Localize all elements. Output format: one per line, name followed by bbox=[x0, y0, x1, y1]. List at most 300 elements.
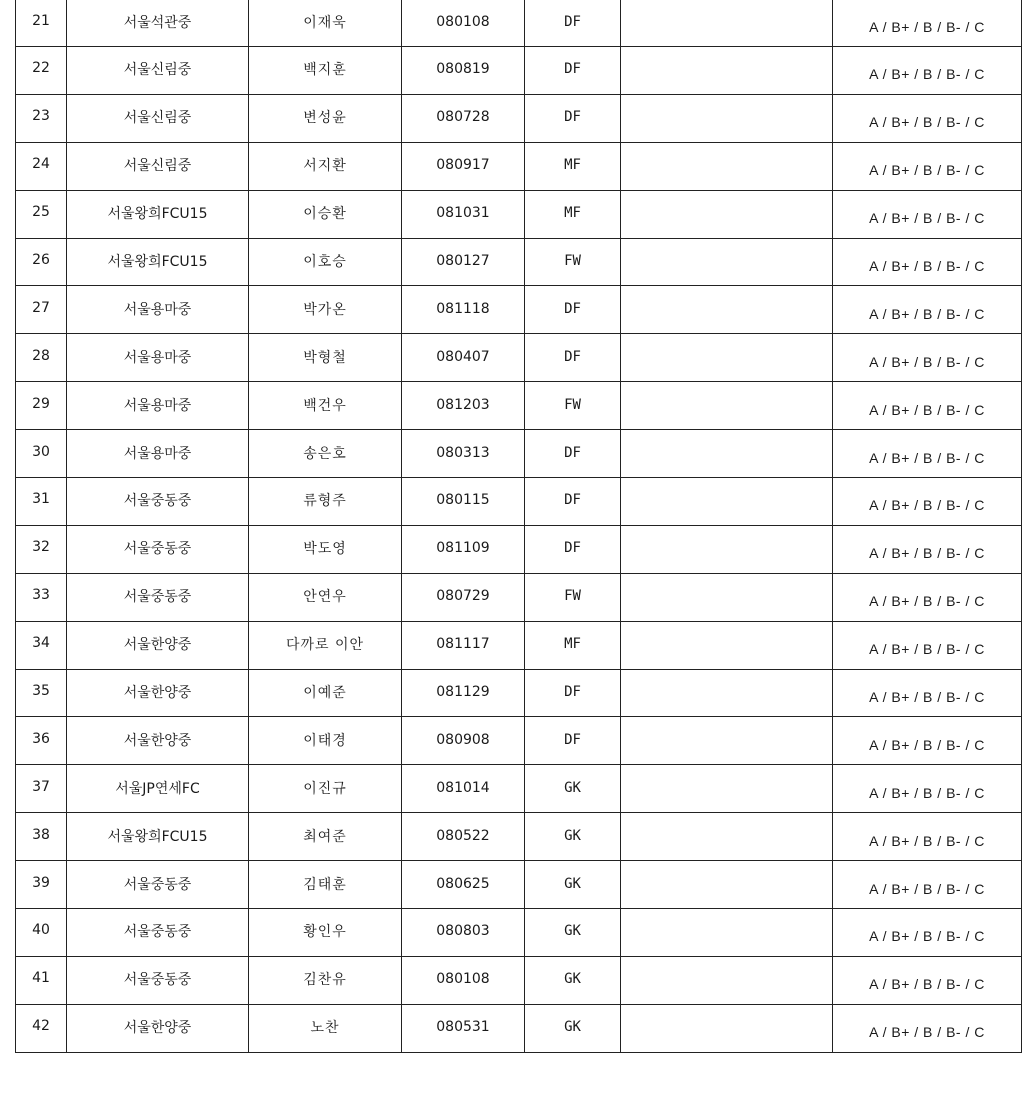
birthdate: 080531 bbox=[436, 1019, 490, 1036]
birthdate-cell bbox=[402, 621, 525, 669]
team-name: 서울용마중 bbox=[123, 445, 192, 462]
row-number: 42 bbox=[32, 1018, 50, 1035]
position: FW bbox=[564, 253, 581, 269]
note-cell bbox=[621, 621, 833, 669]
birthdate-cell bbox=[402, 334, 525, 382]
position-cell bbox=[525, 573, 621, 621]
row-number-cell bbox=[16, 47, 67, 95]
position-cell bbox=[525, 0, 621, 47]
position-cell bbox=[525, 382, 621, 430]
player-name-cell bbox=[249, 334, 402, 382]
team-name: 서울한양중 bbox=[123, 685, 192, 702]
grade-options-cell bbox=[833, 94, 1022, 142]
birthdate-cell bbox=[402, 717, 525, 765]
grade-options-cell bbox=[833, 1004, 1022, 1052]
note-cell bbox=[621, 1004, 833, 1052]
player-name-cell bbox=[249, 142, 402, 190]
grade-options: A / B+ / B / B- / C bbox=[869, 497, 985, 514]
birthdate-cell bbox=[402, 669, 525, 717]
team-cell bbox=[67, 94, 249, 142]
note-cell bbox=[621, 525, 833, 573]
player-name: 류형주 bbox=[303, 493, 347, 510]
birthdate-cell bbox=[402, 861, 525, 909]
note-cell bbox=[621, 861, 833, 909]
position: MF bbox=[564, 157, 581, 174]
row-number-cell bbox=[16, 765, 67, 813]
birthdate-cell bbox=[402, 573, 525, 621]
player-name-cell bbox=[249, 0, 402, 47]
team-name: 서울JP연세FC bbox=[115, 780, 200, 797]
row-number: 32 bbox=[32, 539, 50, 556]
table-row bbox=[16, 813, 1022, 861]
birthdate: 081118 bbox=[436, 300, 490, 317]
row-number-cell bbox=[16, 238, 67, 286]
team-cell bbox=[67, 142, 249, 190]
row-number: 30 bbox=[32, 443, 50, 460]
birthdate: 080313 bbox=[436, 444, 490, 461]
team-name: 서울한양중 bbox=[123, 637, 192, 654]
table-row bbox=[16, 430, 1022, 478]
table-row bbox=[16, 238, 1022, 286]
player-name: 송은호 bbox=[303, 445, 347, 462]
player-name-cell bbox=[249, 765, 402, 813]
table-row bbox=[16, 765, 1022, 813]
team-cell bbox=[67, 334, 249, 382]
player-name: 다까로 이안 bbox=[285, 637, 365, 654]
team-cell bbox=[67, 909, 249, 957]
row-number-cell bbox=[16, 909, 67, 957]
team-cell bbox=[67, 47, 249, 95]
table-row bbox=[16, 717, 1022, 765]
row-number-cell bbox=[16, 717, 67, 765]
team-cell bbox=[67, 525, 249, 573]
birthdate-cell bbox=[402, 238, 525, 286]
grade-options-cell bbox=[833, 956, 1022, 1004]
birthdate: 081014 bbox=[436, 779, 490, 796]
birthdate-cell bbox=[402, 0, 525, 47]
row-number: 25 bbox=[32, 204, 50, 221]
grade-options-cell bbox=[833, 669, 1022, 717]
position-cell bbox=[525, 621, 621, 669]
note-cell bbox=[621, 717, 833, 765]
grade-options: A / B+ / B / B- / C bbox=[869, 880, 985, 897]
grade-options-cell bbox=[833, 0, 1022, 47]
table-row bbox=[16, 621, 1022, 669]
grade-options-cell bbox=[833, 525, 1022, 573]
note-cell bbox=[621, 669, 833, 717]
grade-options: A / B+ / B / B- / C bbox=[869, 162, 985, 179]
row-number-cell bbox=[16, 286, 67, 334]
position-cell bbox=[525, 478, 621, 526]
position-cell bbox=[525, 286, 621, 334]
birthdate: 080108 bbox=[436, 14, 490, 30]
team-cell bbox=[67, 669, 249, 717]
player-name-cell bbox=[249, 190, 402, 238]
player-name: 백지훈 bbox=[303, 62, 347, 79]
row-number-cell bbox=[16, 190, 67, 238]
team-name: 서울신림중 bbox=[123, 158, 192, 175]
position: DF bbox=[564, 444, 581, 461]
birthdate-cell bbox=[402, 286, 525, 334]
team-name: 서울용마중 bbox=[123, 301, 192, 318]
note-cell bbox=[621, 909, 833, 957]
position: FW bbox=[564, 588, 581, 605]
team-cell bbox=[67, 478, 249, 526]
row-number: 31 bbox=[32, 491, 50, 508]
team-name: 서울중동중 bbox=[123, 493, 192, 510]
team-name: 서울석관중 bbox=[123, 15, 192, 31]
grade-options-cell bbox=[833, 813, 1022, 861]
note-cell bbox=[621, 573, 833, 621]
birthdate: 080108 bbox=[436, 971, 490, 988]
position-cell bbox=[525, 861, 621, 909]
position: GK bbox=[564, 923, 581, 940]
team-name: 서울중동중 bbox=[123, 541, 192, 558]
position: MF bbox=[564, 205, 581, 222]
row-number-cell bbox=[16, 94, 67, 142]
team-name: 서울중동중 bbox=[123, 589, 192, 606]
team-name: 서울신림중 bbox=[123, 110, 192, 127]
grade-options: A / B+ / B / B- / C bbox=[869, 545, 985, 562]
row-number: 39 bbox=[32, 874, 50, 891]
row-number: 24 bbox=[32, 156, 50, 173]
player-name: 이승환 bbox=[303, 206, 347, 223]
row-number-cell bbox=[16, 621, 67, 669]
player-name-cell bbox=[249, 238, 402, 286]
note-cell bbox=[621, 956, 833, 1004]
player-name: 이예준 bbox=[303, 685, 347, 702]
table-row bbox=[16, 47, 1022, 95]
grade-options: A / B+ / B / B- / C bbox=[869, 1024, 985, 1041]
table-row bbox=[16, 478, 1022, 526]
position: GK bbox=[564, 827, 581, 844]
row-number: 28 bbox=[32, 347, 50, 364]
player-name-cell bbox=[249, 430, 402, 478]
birthdate: 080908 bbox=[436, 731, 490, 748]
player-evaluation-table bbox=[15, 0, 1022, 1053]
grade-options: A / B+ / B / B- / C bbox=[869, 928, 985, 945]
birthdate-cell bbox=[402, 909, 525, 957]
row-number: 26 bbox=[32, 252, 50, 268]
birthdate-cell bbox=[402, 94, 525, 142]
position-cell bbox=[525, 430, 621, 478]
team-cell bbox=[67, 238, 249, 286]
note-cell bbox=[621, 334, 833, 382]
row-number-cell bbox=[16, 525, 67, 573]
position-cell bbox=[525, 525, 621, 573]
birthdate-cell bbox=[402, 956, 525, 1004]
grade-options-cell bbox=[833, 286, 1022, 334]
team-cell bbox=[67, 286, 249, 334]
team-name: 서울중동중 bbox=[123, 972, 192, 989]
birthdate: 081117 bbox=[436, 636, 490, 653]
position: DF bbox=[564, 300, 581, 317]
grade-options: A / B+ / B / B- / C bbox=[869, 19, 985, 35]
birthdate: 080115 bbox=[436, 492, 490, 509]
position: MF bbox=[564, 636, 581, 653]
position: FW bbox=[564, 396, 581, 413]
team-cell bbox=[67, 717, 249, 765]
player-name: 황인우 bbox=[303, 924, 347, 941]
grade-options: A / B+ / B / B- / C bbox=[869, 353, 985, 370]
row-number-cell bbox=[16, 861, 67, 909]
player-name-cell bbox=[249, 861, 402, 909]
position: GK bbox=[564, 779, 581, 796]
row-number: 35 bbox=[32, 683, 50, 700]
note-cell bbox=[621, 142, 833, 190]
player-name-cell bbox=[249, 669, 402, 717]
row-number: 34 bbox=[32, 635, 50, 652]
position-cell bbox=[525, 765, 621, 813]
table-row bbox=[16, 909, 1022, 957]
birthdate-cell bbox=[402, 525, 525, 573]
row-number-cell bbox=[16, 956, 67, 1004]
birthdate: 081203 bbox=[436, 396, 490, 413]
birthdate: 080819 bbox=[436, 61, 490, 78]
grade-options-cell bbox=[833, 190, 1022, 238]
player-name: 최여준 bbox=[303, 828, 347, 845]
team-cell bbox=[67, 813, 249, 861]
row-number-cell bbox=[16, 0, 67, 47]
player-name-cell bbox=[249, 717, 402, 765]
row-number: 27 bbox=[32, 299, 50, 316]
table-row bbox=[16, 1004, 1022, 1052]
player-name: 이진규 bbox=[303, 780, 347, 797]
position: DF bbox=[564, 348, 581, 365]
player-name: 박도영 bbox=[303, 541, 347, 558]
birthdate-cell bbox=[402, 382, 525, 430]
grade-options-cell bbox=[833, 430, 1022, 478]
team-cell bbox=[67, 190, 249, 238]
grade-options: A / B+ / B / B- / C bbox=[869, 736, 985, 753]
birthdate: 080728 bbox=[436, 109, 490, 126]
birthdate: 080625 bbox=[436, 875, 490, 892]
position-cell bbox=[525, 334, 621, 382]
position: DF bbox=[564, 684, 581, 701]
team-name: 서울용마중 bbox=[123, 397, 192, 414]
grade-options-cell bbox=[833, 765, 1022, 813]
player-name-cell bbox=[249, 525, 402, 573]
grade-options: A / B+ / B / B- / C bbox=[869, 114, 985, 131]
player-name-cell bbox=[249, 621, 402, 669]
team-name: 서울중동중 bbox=[123, 876, 192, 893]
note-cell bbox=[621, 765, 833, 813]
grade-options: A / B+ / B / B- / C bbox=[869, 593, 985, 610]
birthdate-cell bbox=[402, 1004, 525, 1052]
player-name: 노찬 bbox=[310, 1020, 340, 1037]
table-row bbox=[16, 286, 1022, 334]
grade-options: A / B+ / B / B- / C bbox=[869, 976, 985, 993]
grade-options-cell bbox=[833, 238, 1022, 286]
row-number: 22 bbox=[32, 60, 50, 77]
row-number-cell bbox=[16, 382, 67, 430]
row-number-cell bbox=[16, 478, 67, 526]
player-name: 이호승 bbox=[303, 254, 347, 270]
birthdate-cell bbox=[402, 813, 525, 861]
player-name: 변성윤 bbox=[303, 110, 347, 127]
team-cell bbox=[67, 861, 249, 909]
position-cell bbox=[525, 909, 621, 957]
grade-options-cell bbox=[833, 621, 1022, 669]
row-number: 40 bbox=[32, 922, 50, 939]
grade-options-cell bbox=[833, 573, 1022, 621]
player-name: 이태경 bbox=[303, 732, 347, 749]
team-cell bbox=[67, 382, 249, 430]
player-name-cell bbox=[249, 94, 402, 142]
birthdate: 080803 bbox=[436, 923, 490, 940]
position-cell bbox=[525, 1004, 621, 1052]
team-name: 서울한양중 bbox=[123, 1020, 192, 1037]
row-number: 38 bbox=[32, 826, 50, 843]
player-name: 서지환 bbox=[303, 158, 347, 175]
team-cell bbox=[67, 573, 249, 621]
table-row bbox=[16, 861, 1022, 909]
team-name: 서울왕희FCU15 bbox=[107, 828, 208, 845]
player-name-cell bbox=[249, 573, 402, 621]
player-name: 이재욱 bbox=[303, 15, 347, 31]
table-row bbox=[16, 0, 1022, 47]
position: GK bbox=[564, 971, 581, 988]
player-name-cell bbox=[249, 1004, 402, 1052]
grade-options: A / B+ / B / B- / C bbox=[869, 449, 985, 466]
grade-options: A / B+ / B / B- / C bbox=[869, 258, 985, 274]
team-cell bbox=[67, 1004, 249, 1052]
note-cell bbox=[621, 47, 833, 95]
player-name: 김찬유 bbox=[303, 972, 347, 989]
team-cell bbox=[67, 0, 249, 47]
grade-options: A / B+ / B / B- / C bbox=[869, 641, 985, 658]
position-cell bbox=[525, 190, 621, 238]
player-name-cell bbox=[249, 286, 402, 334]
grade-options-cell bbox=[833, 478, 1022, 526]
team-cell bbox=[67, 621, 249, 669]
table-row bbox=[16, 190, 1022, 238]
birthdate: 080522 bbox=[436, 827, 490, 844]
position: DF bbox=[564, 14, 581, 30]
position-cell bbox=[525, 142, 621, 190]
note-cell bbox=[621, 238, 833, 286]
grade-options: A / B+ / B / B- / C bbox=[869, 305, 985, 322]
note-cell bbox=[621, 382, 833, 430]
position: GK bbox=[564, 875, 581, 892]
note-cell bbox=[621, 190, 833, 238]
team-name: 서울한양중 bbox=[123, 732, 192, 749]
birthdate-cell bbox=[402, 430, 525, 478]
position: DF bbox=[564, 61, 581, 78]
player-name-cell bbox=[249, 47, 402, 95]
birthdate-cell bbox=[402, 142, 525, 190]
birthdate: 081129 bbox=[436, 684, 490, 701]
row-number: 36 bbox=[32, 730, 50, 747]
player-name: 안연우 bbox=[303, 589, 347, 606]
position: DF bbox=[564, 109, 581, 126]
row-number-cell bbox=[16, 142, 67, 190]
note-cell bbox=[621, 430, 833, 478]
grade-options: A / B+ / B / B- / C bbox=[869, 210, 985, 227]
player-name-cell bbox=[249, 813, 402, 861]
position-cell bbox=[525, 238, 621, 286]
table-row bbox=[16, 382, 1022, 430]
birthdate-cell bbox=[402, 765, 525, 813]
note-cell bbox=[621, 286, 833, 334]
birthdate: 080127 bbox=[436, 253, 490, 269]
table-row bbox=[16, 94, 1022, 142]
position-cell bbox=[525, 813, 621, 861]
table-row bbox=[16, 525, 1022, 573]
position: DF bbox=[564, 540, 581, 557]
grade-options-cell bbox=[833, 382, 1022, 430]
player-name: 박가온 bbox=[303, 301, 347, 318]
table-row bbox=[16, 142, 1022, 190]
row-number: 41 bbox=[32, 970, 50, 987]
table-row bbox=[16, 956, 1022, 1004]
player-name-cell bbox=[249, 382, 402, 430]
team-cell bbox=[67, 765, 249, 813]
player-name: 백건우 bbox=[303, 397, 347, 414]
grade-options-cell bbox=[833, 142, 1022, 190]
birthdate-cell bbox=[402, 47, 525, 95]
grade-options-cell bbox=[833, 861, 1022, 909]
position: GK bbox=[564, 1019, 581, 1036]
grade-options-cell bbox=[833, 909, 1022, 957]
grade-options-cell bbox=[833, 334, 1022, 382]
grade-options: A / B+ / B / B- / C bbox=[869, 832, 985, 849]
position-cell bbox=[525, 956, 621, 1004]
position-cell bbox=[525, 669, 621, 717]
note-cell bbox=[621, 94, 833, 142]
table-row bbox=[16, 334, 1022, 382]
grade-options: A / B+ / B / B- / C bbox=[869, 689, 985, 706]
birthdate: 081031 bbox=[436, 205, 490, 222]
note-cell bbox=[621, 478, 833, 526]
team-name: 서울용마중 bbox=[123, 349, 192, 366]
row-number: 33 bbox=[32, 587, 50, 604]
player-table-body bbox=[16, 0, 1022, 1052]
team-cell bbox=[67, 430, 249, 478]
row-number-cell bbox=[16, 573, 67, 621]
grade-options: A / B+ / B / B- / C bbox=[869, 401, 985, 418]
grade-options: A / B+ / B / B- / C bbox=[869, 66, 985, 83]
player-name-cell bbox=[249, 909, 402, 957]
grade-options: A / B+ / B / B- / C bbox=[869, 784, 985, 801]
note-cell bbox=[621, 0, 833, 47]
birthdate: 081109 bbox=[436, 540, 490, 557]
player-name-cell bbox=[249, 478, 402, 526]
player-name-cell bbox=[249, 956, 402, 1004]
player-name: 박형철 bbox=[303, 349, 347, 366]
birthdate-cell bbox=[402, 478, 525, 526]
row-number: 21 bbox=[32, 13, 50, 29]
table-row bbox=[16, 669, 1022, 717]
position-cell bbox=[525, 47, 621, 95]
birthdate: 080729 bbox=[436, 588, 490, 605]
team-cell bbox=[67, 956, 249, 1004]
team-name: 서울왕희FCU15 bbox=[107, 206, 208, 223]
row-number-cell bbox=[16, 813, 67, 861]
team-name: 서울중동중 bbox=[123, 924, 192, 941]
position-cell bbox=[525, 717, 621, 765]
grade-options-cell bbox=[833, 717, 1022, 765]
row-number-cell bbox=[16, 1004, 67, 1052]
position-cell bbox=[525, 94, 621, 142]
position: DF bbox=[564, 492, 581, 509]
birthdate: 080917 bbox=[436, 157, 490, 174]
row-number: 37 bbox=[32, 778, 50, 795]
team-name: 서울신림중 bbox=[123, 62, 192, 79]
player-name: 김태훈 bbox=[303, 876, 347, 893]
row-number: 29 bbox=[32, 395, 50, 412]
row-number-cell bbox=[16, 430, 67, 478]
